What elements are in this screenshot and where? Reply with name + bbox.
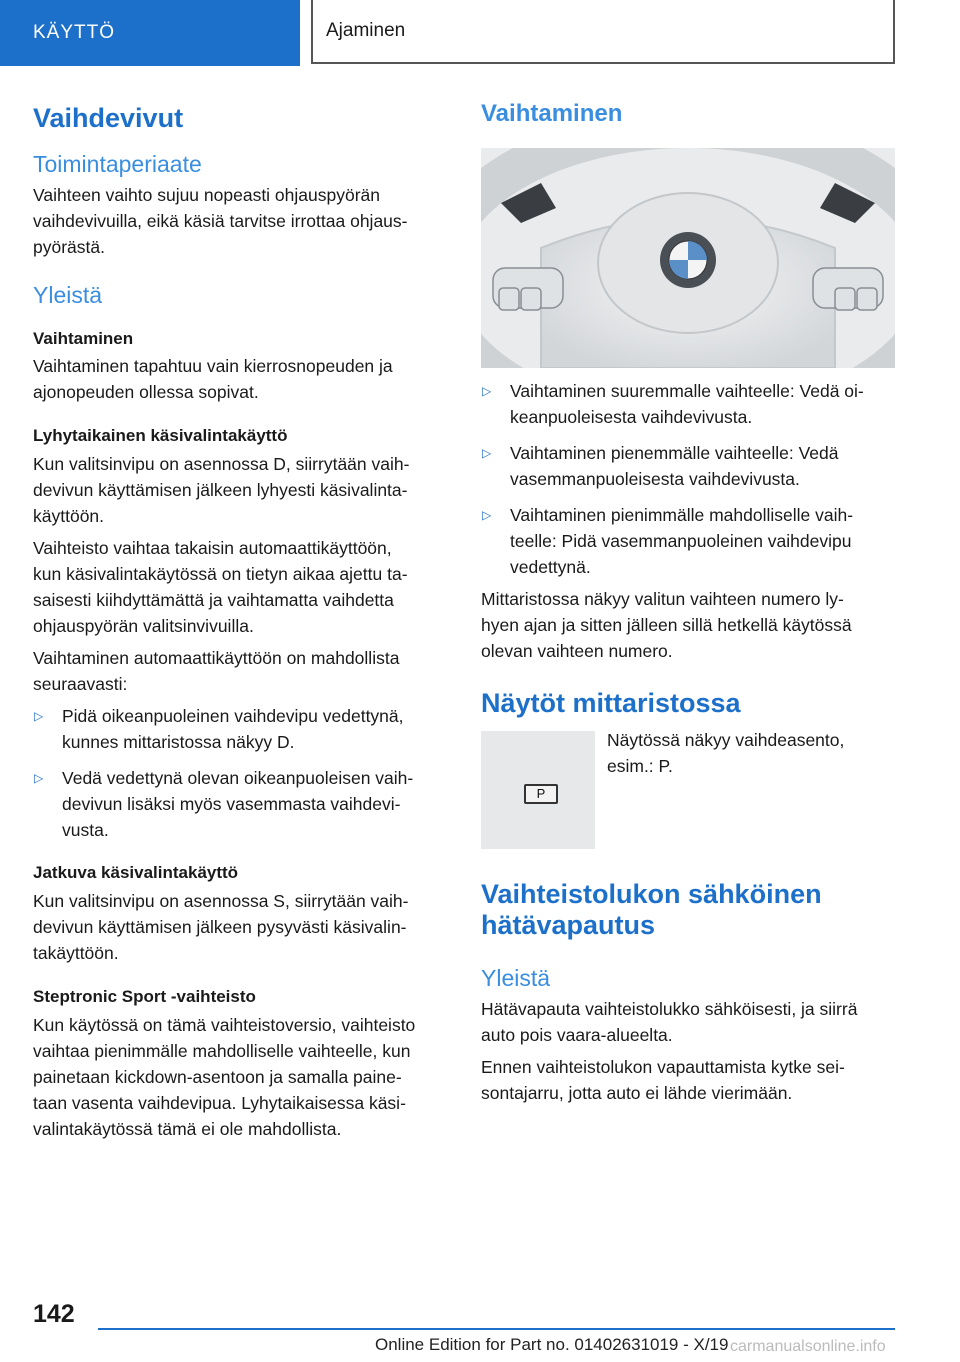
heading-jatkuva: Jatkuva käsivalintakäyttö	[33, 863, 239, 882]
text-line: takäyttöön.	[33, 943, 119, 963]
paragraph-yleista-1	[481, 996, 901, 1048]
text-line: käyttöön.	[33, 506, 105, 526]
watermark: carmanualsonline.info	[730, 1338, 886, 1355]
text-line: Kun käytössä on tämä vaihteistoversio, vaihteisto	[33, 1015, 416, 1035]
list-item	[481, 378, 901, 430]
right-column	[481, 100, 901, 1106]
section-title: Vaihdevivut	[33, 103, 184, 133]
list-item	[481, 502, 901, 580]
text-line: Mittaristossa näkyy valitun vaihteen numero ly-	[481, 589, 844, 609]
paragraph-lyhytaikainen-1	[33, 451, 453, 529]
text-line: pyörästä.	[33, 237, 105, 257]
footer-edition: Online Edition for Part no. 01402631019 - X/19	[375, 1335, 729, 1354]
text-line: Vaihtaminen tapahtuu vain kierrosnopeuden ja	[33, 356, 393, 376]
heading-steptronic: Steptronic Sport -vaihteisto	[33, 987, 256, 1006]
gear-display-letter: P	[524, 784, 558, 804]
footer-divider	[98, 1328, 895, 1330]
heading-line: Vaihteistolukon sähköinen	[481, 879, 822, 909]
display-section	[481, 731, 901, 851]
text-line: ohjauspyörän valitsinvivuilla.	[33, 616, 254, 636]
text-line: hyen ajan ja sitten jälleen sillä hetkellä käytössä	[481, 615, 852, 635]
heading-vaihtaminen: Vaihtaminen	[33, 329, 134, 348]
text-line: Vaihteen vaihto sujuu nopeasti ohjauspyörän	[33, 185, 381, 205]
list-item-text	[510, 440, 839, 492]
text-line: Vaihtaminen suuremmalle vaihteelle: Vedä oi-	[510, 381, 864, 401]
text-line: sontajarru, jotta auto ei lähde vierimään.	[481, 1083, 793, 1103]
list-item	[33, 703, 453, 755]
text-line: olevan vaihteen numero.	[481, 641, 673, 661]
paragraph-mittaristo	[481, 586, 901, 664]
text-line: Pidä oikeanpuoleinen vaihdevipu vedettynä,	[62, 706, 404, 726]
text-line: Kun valitsinvipu on asennossa S, siirrytään vaih-	[33, 891, 409, 911]
bullet-triangle-icon: ▷	[482, 384, 492, 398]
text-line: Vaihteisto vaihtaa takaisin automaattikäyttöön,	[33, 538, 392, 558]
text-line: kun käsivalintakäytössä on tietyn aikaa ajettu ta-	[33, 564, 408, 584]
list-item	[481, 440, 901, 492]
text-line: vaihdevivuilla, eikä käsiä tarvitse irrottaa ohjaus-	[33, 211, 408, 231]
text-line: Hätävapauta vaihteistolukko sähköisesti, ja siirrä	[481, 999, 858, 1019]
bullet-triangle-icon: ▷	[34, 709, 44, 723]
header-chapter	[311, 0, 895, 64]
text-line: vedettynä.	[510, 557, 591, 577]
heading-vapautus	[481, 879, 901, 941]
text-line: seuraavasti:	[33, 674, 128, 694]
paragraph-steptronic	[33, 1012, 453, 1142]
list-item-text	[62, 703, 404, 755]
text-line: valintakäytössä tämä ei ole mahdollista.	[33, 1119, 342, 1139]
text-line: ajonopeuden ollessa sopivat.	[33, 382, 259, 402]
text-line: devivun käyttämisen jälkeen pysyvästi käsivalin-	[33, 917, 407, 937]
text-line: Ennen vaihteistolukon vapauttamista kytke sei-	[481, 1057, 845, 1077]
text-line: teelle: Pidä vasemmanpuoleinen vaihdevipu	[510, 531, 852, 551]
text-line: Vaihtaminen pienimmälle mahdolliselle vaih-	[510, 505, 854, 525]
list-item	[33, 765, 453, 843]
text-line: auto pois vaara-alueelta.	[481, 1025, 673, 1045]
text-line: Vedä vedettynä olevan oikeanpuoleisen vaih-	[62, 768, 414, 788]
text-line: esim.: P.	[607, 756, 673, 776]
heading-vaihtaminen-right: Vaihtaminen	[481, 100, 623, 127]
text-line: saisesti kiihdyttämättä ja vaihtamatta vaihdetta	[33, 590, 394, 610]
text-line: vusta.	[62, 820, 109, 840]
paragraph-toimintaperiaate	[33, 182, 453, 260]
list-item-text	[510, 378, 864, 430]
text-line: Näytössä näkyy vaihdeasento,	[607, 730, 845, 750]
heading-yleista-right: Yleistä	[481, 965, 551, 991]
paragraph-jatkuva	[33, 888, 453, 966]
steering-wheel-illustration	[481, 148, 895, 368]
bullet-triangle-icon: ▷	[482, 508, 492, 522]
heading-line: hätävapautus	[481, 910, 656, 940]
bullet-triangle-icon: ▷	[34, 771, 44, 785]
text-line: vasemmanpuoleisesta vaihdevivusta.	[510, 469, 800, 489]
header-section-tab: KÄYTTÖ	[0, 0, 300, 66]
list-item-text	[62, 765, 413, 843]
page-number: 142	[33, 1300, 75, 1328]
paragraph-lyhytaikainen-2	[33, 535, 453, 639]
paragraph-lyhytaikainen-3	[33, 645, 453, 697]
heading-lyhytaikainen: Lyhytaikainen käsivalintakäyttö	[33, 426, 288, 445]
gear-display-thumbnail	[481, 731, 595, 849]
steering-wheel-image	[481, 148, 895, 368]
text-line: Vaihtaminen automaattikäyttöön on mahdollista	[33, 648, 400, 668]
paragraph-yleista-2	[481, 1054, 901, 1106]
text-line: taan vasenta vaihdevipua. Lyhytaikaisessa käsi-	[33, 1093, 406, 1113]
heading-toimintaperiaate: Toimintaperiaate	[33, 151, 202, 177]
left-column	[33, 100, 453, 1142]
bullet-triangle-icon: ▷	[482, 446, 492, 460]
text-line: kunnes mittaristossa näkyy D.	[62, 732, 295, 752]
text-line: painetaan kickdown-asentoon ja samalla paine-	[33, 1067, 402, 1087]
text-line: devivun lisäksi myös vasemmasta vaihdevi-	[62, 794, 401, 814]
text-line: Kun valitsinvipu on asennossa D, siirrytään vaih-	[33, 454, 410, 474]
list-item-text	[510, 502, 853, 580]
heading-naytot: Näytöt mittaristossa	[481, 688, 741, 718]
text-line: keanpuoleisesta vaihdevivusta.	[510, 407, 753, 427]
text-line: Vaihtaminen pienemmälle vaihteelle: Vedä	[510, 443, 839, 463]
chapter-title: Ajaminen	[326, 20, 406, 41]
text-line: devivun käyttämisen jälkeen lyhyesti käsivalinta-	[33, 480, 408, 500]
paragraph-vaihtaminen	[33, 353, 453, 405]
text-line: vaihtaa pienimmälle mahdolliselle vaihteelle, kun	[33, 1041, 411, 1061]
heading-yleista: Yleistä	[33, 282, 103, 308]
paragraph-naytot	[607, 727, 897, 779]
